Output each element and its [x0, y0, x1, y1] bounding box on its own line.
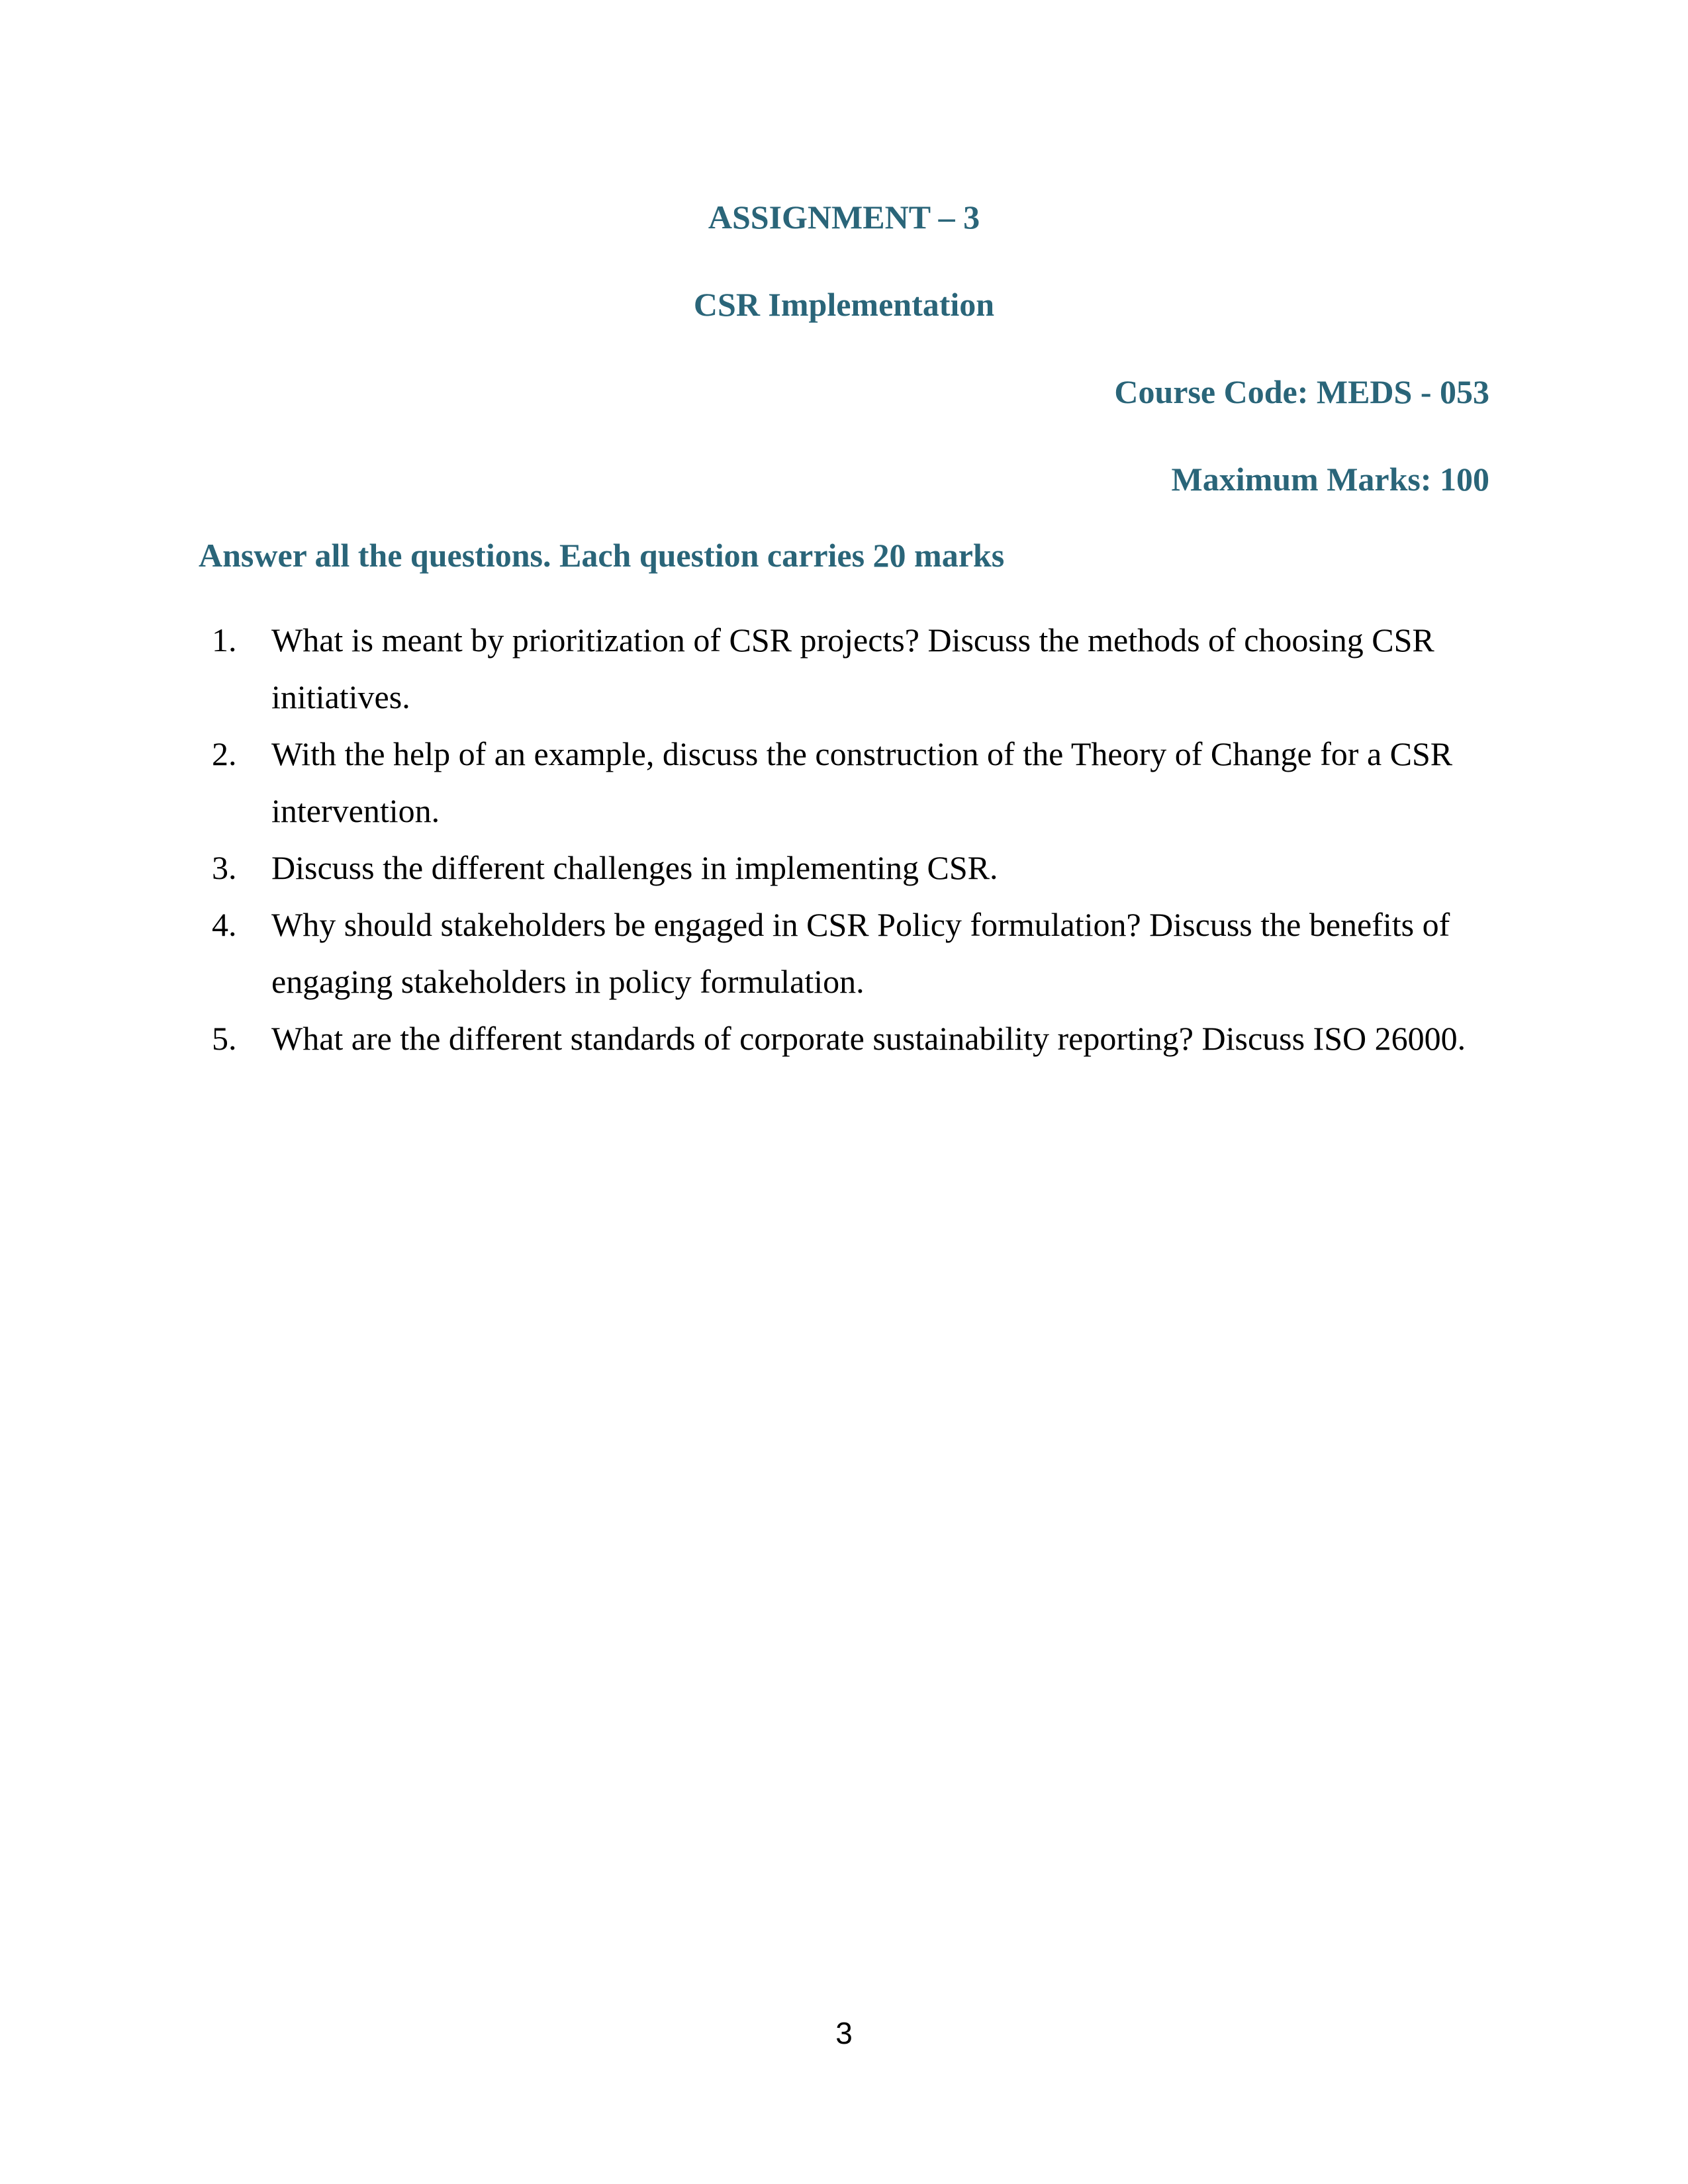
question-2-line-1: With the help of an example, discuss the construction of the Theory of Change for a CSR [271, 735, 1453, 772]
instruction-heading: Answer all the questions. Each question carries 20 marks [199, 537, 1005, 574]
question-1-line-1: What is meant by prioritization of CSR projects? Discuss the methods of choosing CSR [271, 621, 1434, 659]
page-number: 3 [835, 2016, 853, 2050]
question-2-number: 2. [212, 735, 237, 772]
question-5-number: 5. [212, 1020, 237, 1057]
question-item-1 [199, 612, 1489, 725]
question-2-line-2: intervention. [271, 792, 440, 829]
question-1-line-2: initiatives. [271, 678, 410, 715]
question-1-number: 1. [212, 621, 237, 659]
question-item-3 [199, 839, 1489, 896]
question-3-line-1: Discuss the different challenges in implementing CSR. [271, 849, 998, 886]
course-code: Course Code: MEDS - 053 [1114, 373, 1489, 410]
question-5-line-1: What are the different standards of corporate sustainability reporting? Discuss ISO 26000. [271, 1020, 1466, 1057]
question-item-4 [199, 896, 1489, 1010]
question-item-2 [199, 725, 1489, 839]
question-4-line-2: engaging stakeholders in policy formulation. [271, 963, 865, 1000]
question-4-number: 4. [212, 906, 237, 943]
document-content [199, 0, 1489, 1067]
question-item-5 [199, 1010, 1489, 1067]
assignment-title: ASSIGNMENT – 3 [708, 199, 980, 236]
assignment-subtitle: CSR Implementation [693, 286, 995, 323]
questions-list [199, 612, 1489, 1067]
question-3-number: 3. [212, 849, 237, 886]
question-4-line-1: Why should stakeholders be engaged in CSR Policy formulation? Discuss the benefits of [271, 906, 1450, 943]
maximum-marks: Maximum Marks: 100 [1171, 461, 1489, 498]
